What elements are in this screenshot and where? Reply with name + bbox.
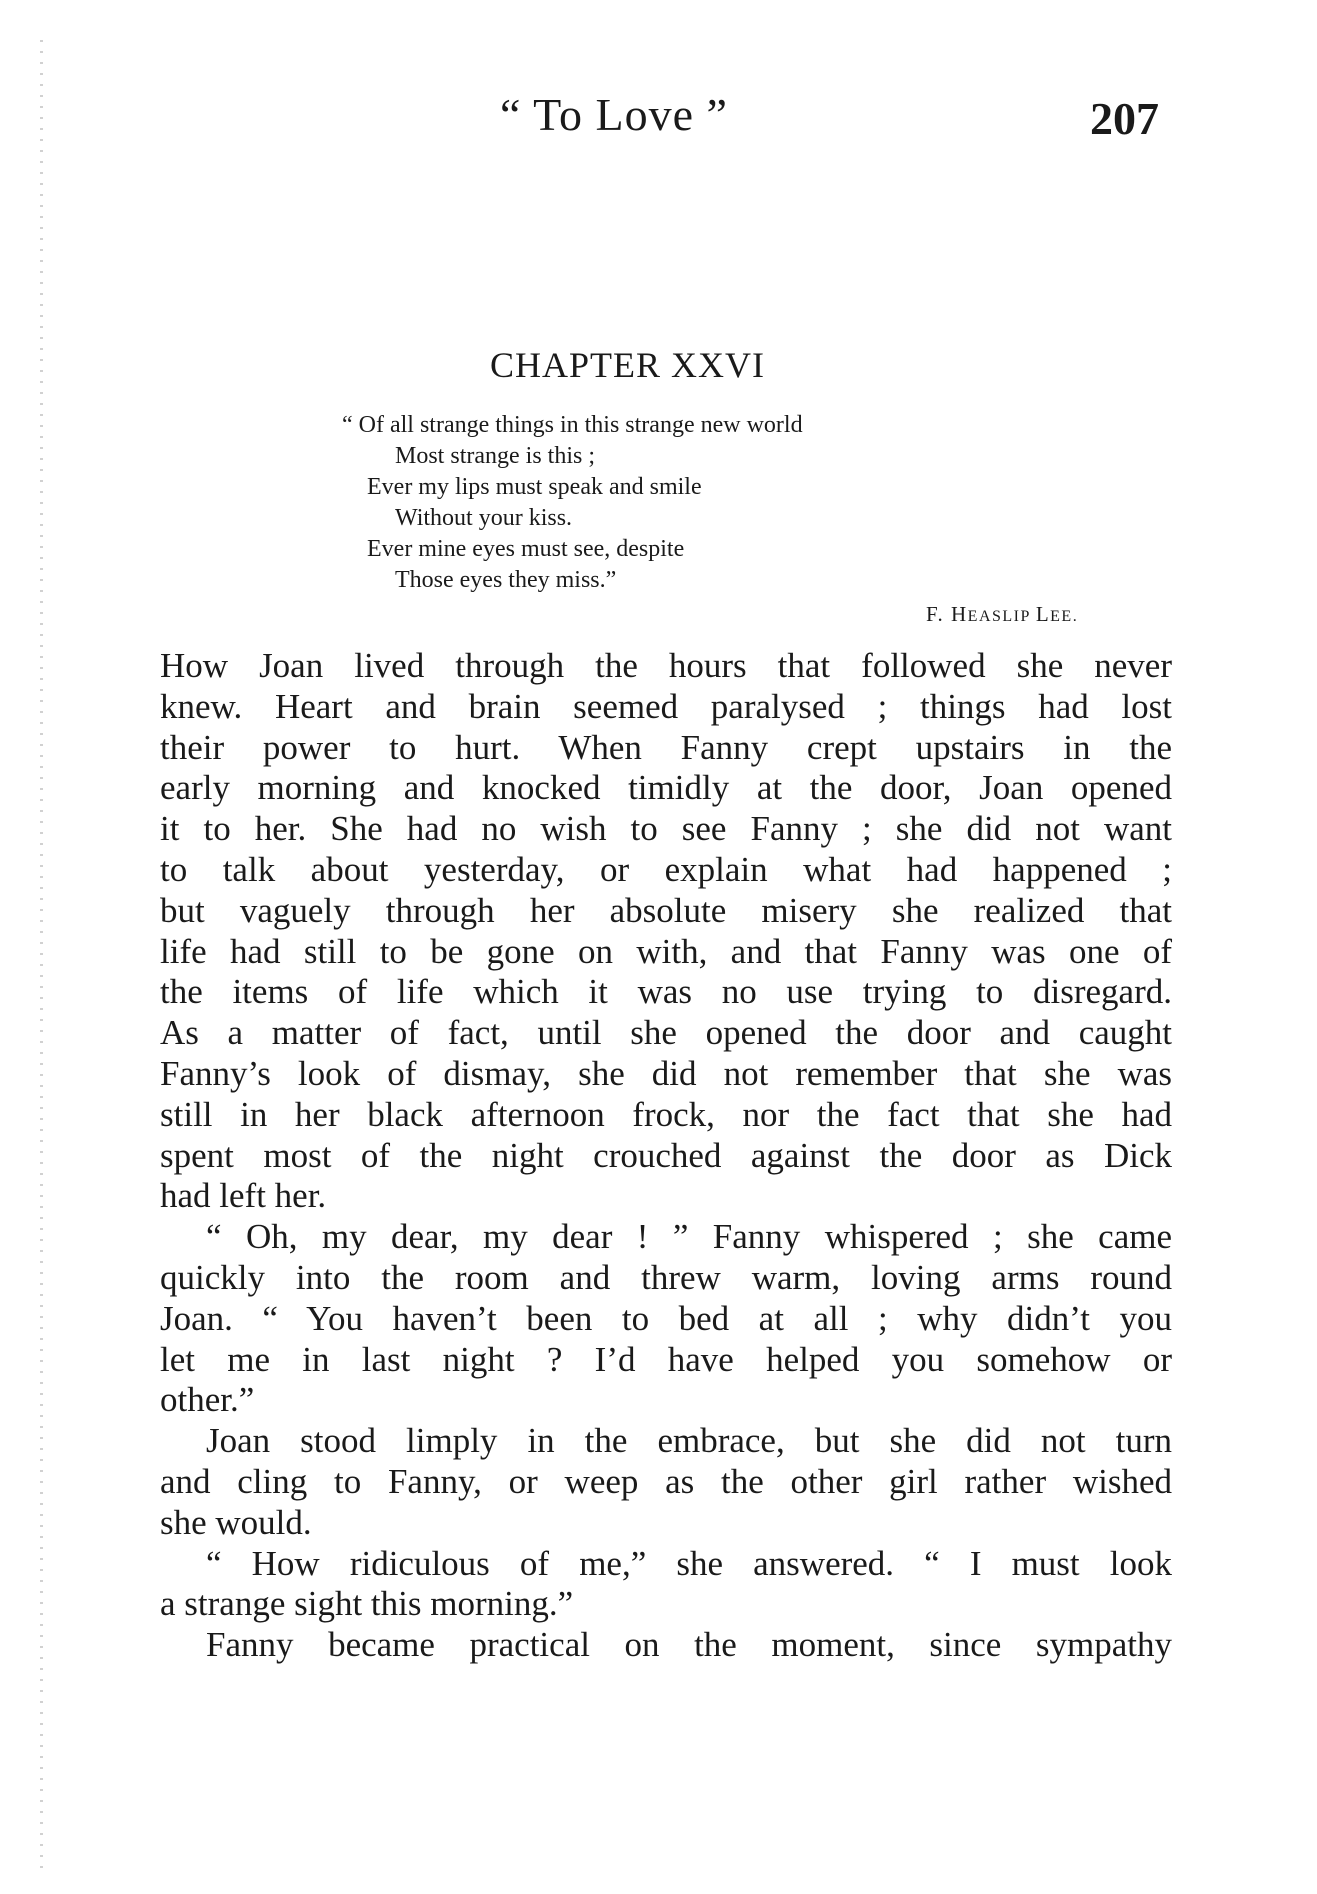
- body-line: life had still to be gone on with, and that Fanny was one of: [160, 931, 1172, 971]
- epigraph-line: Those eyes they miss.”: [395, 567, 617, 593]
- body-line: to talk about yesterday, or explain what had happened ;: [160, 849, 1172, 889]
- body-line: let me in last night ? I’d have helped you somehow or: [160, 1339, 1172, 1379]
- body-line: but vaguely through her absolute misery she realized that: [160, 890, 1172, 930]
- epigraph-line: Most strange is this ;: [395, 443, 596, 469]
- epigraph-line: “ Of all strange things in this strange new world: [342, 412, 803, 438]
- body-line: their power to hurt. When Fanny crept upstairs in the: [160, 727, 1172, 767]
- body-line: had left her.: [160, 1176, 327, 1216]
- body-line: “ Oh, my dear, my dear ! ” Fanny whispered ; she came: [206, 1217, 1172, 1257]
- body-line: still in her black afternoon frock, nor the fact that she had: [160, 1094, 1172, 1134]
- body-line: she would.: [160, 1502, 312, 1542]
- body-line: Fanny’s look of dismay, she did not remember that she was: [160, 1053, 1172, 1093]
- body-line: it to her. She had no wish to see Fanny ; she did not want: [160, 809, 1172, 849]
- epigraph-line: Ever mine eyes must see, despite: [367, 536, 685, 562]
- body-line: the items of life which it was no use trying to disregard.: [160, 972, 1172, 1012]
- body-line: early morning and knocked timidly at the door, Joan opened: [160, 768, 1172, 808]
- body-line: “ How ridiculous of me,” she answered. “ I must look: [206, 1543, 1172, 1583]
- body-line: knew. Heart and brain seemed paralysed ; things had lost: [160, 686, 1172, 726]
- running-head: “ To Love ”: [500, 89, 728, 140]
- body-text: [160, 646, 1172, 1666]
- attribution-initial: F. H: [926, 602, 968, 626]
- body-line: spent most of the night crouched against the door as Dick: [160, 1135, 1172, 1175]
- body-line: quickly into the room and threw warm, loving arms round: [160, 1257, 1172, 1297]
- attribution-smallcaps: EE.: [1050, 608, 1079, 625]
- attribution-smallcaps: EASLIP: [967, 608, 1036, 625]
- binding-edge: [40, 40, 43, 1870]
- body-line: and cling to Fanny, or weep as the other girl rather wished: [160, 1461, 1172, 1501]
- epigraph-line: Ever my lips must speak and smile: [367, 474, 702, 500]
- epigraph-attribution: [926, 602, 1078, 627]
- attribution-initial: L: [1035, 602, 1051, 626]
- body-line: How Joan lived through the hours that followed she never: [160, 646, 1172, 685]
- body-line: Joan stood limply in the embrace, but she did not turn: [206, 1421, 1172, 1461]
- body-line: Fanny became practical on the moment, since sympathy: [206, 1625, 1172, 1665]
- body-line: a strange sight this morning.”: [160, 1584, 574, 1624]
- body-line: As a matter of fact, until she opened the door and caught: [160, 1013, 1172, 1053]
- epigraph-line: Without your kiss.: [395, 505, 573, 531]
- page-number: 207: [1090, 93, 1159, 144]
- body-line: other.”: [160, 1380, 255, 1420]
- body-line: Joan. “ You haven’t been to bed at all ; why didn’t you: [160, 1298, 1172, 1338]
- chapter-title: CHAPTER XXVI: [490, 345, 766, 385]
- epigraph: [342, 410, 803, 596]
